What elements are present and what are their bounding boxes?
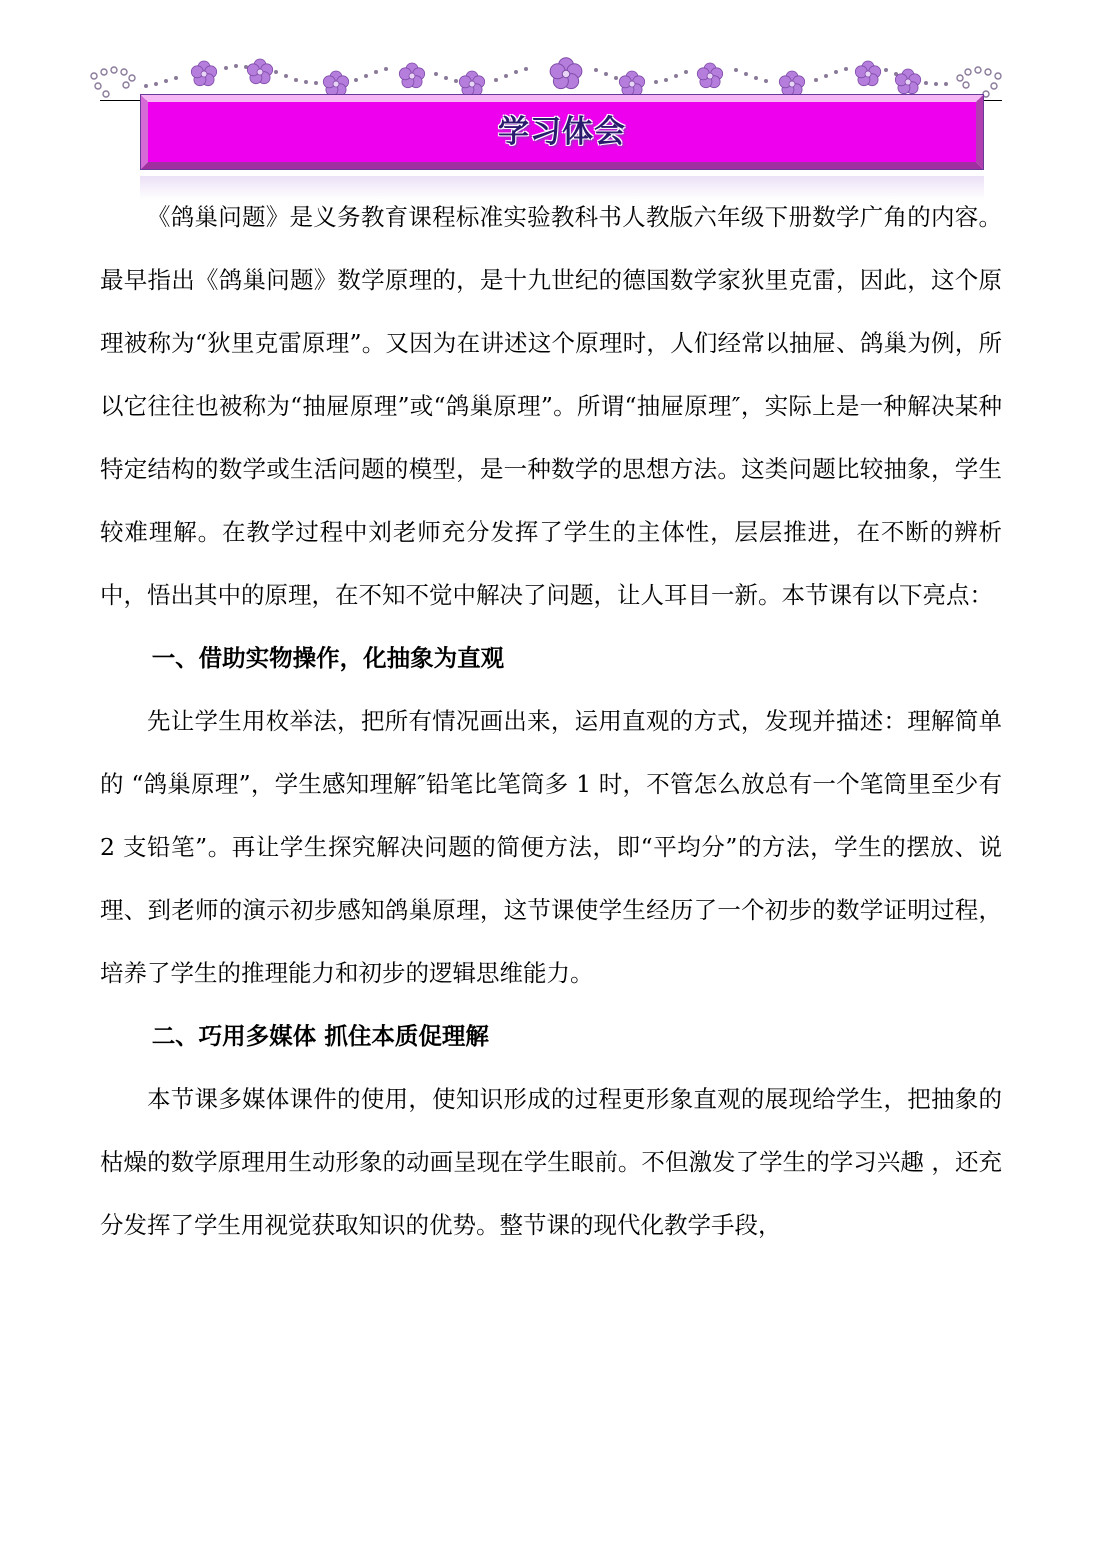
page-title: 学习体会 bbox=[498, 114, 626, 150]
flower-icon bbox=[697, 63, 722, 88]
flower-icon bbox=[619, 71, 644, 96]
section-paragraph-2: 本节课多媒体课件的使用，使知识形成的过程更形象直观的展现给学生，把抽象的枯燥的数学原理用生动形象的动画呈现在学生眼前。不但激发了学生的学习兴趣 ，还充分发挥了学生用视觉获取知识的优势。整节课的现代化教学手段， bbox=[100, 1085, 1002, 1239]
section-heading-1: 一、借助实物操作，化抽象为直观 bbox=[151, 644, 505, 672]
flower-icon bbox=[191, 61, 216, 86]
section-paragraph-1: 先让学生用枚举法，把所有情况画出来，运用直观的方式，发现并描述：理解简单的 “鸽巢原理”，学生感知理解″铅笔比笔筒多 1 时，不管怎么放总有一个笔筒里至少有 2 支铅笔”。再让学生探究解决问题的简便方法，即“平均分”的方法，学生的摆放、说理、到老师的演示初步感知鸽巢原理，这节课使学生经历了一个初步的数学证明过程，培养了学生的推理能力和初步的逻辑思维能力。 bbox=[100, 707, 1002, 987]
document-body bbox=[100, 186, 1002, 1257]
flower-icon bbox=[550, 58, 582, 89]
flower-icon bbox=[779, 71, 804, 96]
flower-icon bbox=[247, 59, 272, 84]
flower-icon bbox=[459, 71, 484, 96]
intro-paragraph: 《鸽巢问题》是义务教育课程标准实验教科书人教版六年级下册数学广角的内容。最早指出《鸽巢问题》数学原理的，是十九世纪的德国数学家狄里克雷，因此，这个原理被称为“狄里克雷原理”。又因为在讲述这个原理时，人们经常以抽屉、鸽巢为例，所以它往往也被称为“抽屉原理”或“鸽巢原理”。所谓“抽屉原理″，实际上是一种解决某种特定结构的数学或生活问题的模型，是一种数学的思想方法。这类问题比较抽象，学生较难理解。在教学过程中刘老师充分发挥了学生的主体性，层层推进，在不断的辨析中，悟出其中的原理，在不知不觉中解决了问题，让人耳目一新。本节课有以下亮点： bbox=[100, 203, 1002, 609]
flower-icon bbox=[895, 69, 920, 94]
flower-icon bbox=[399, 63, 424, 88]
title-banner bbox=[140, 94, 984, 176]
flower-icon bbox=[855, 61, 880, 86]
flower-icon bbox=[323, 71, 348, 96]
section-heading-2: 二、巧用多媒体 抓住本质促理解 bbox=[151, 1022, 489, 1050]
